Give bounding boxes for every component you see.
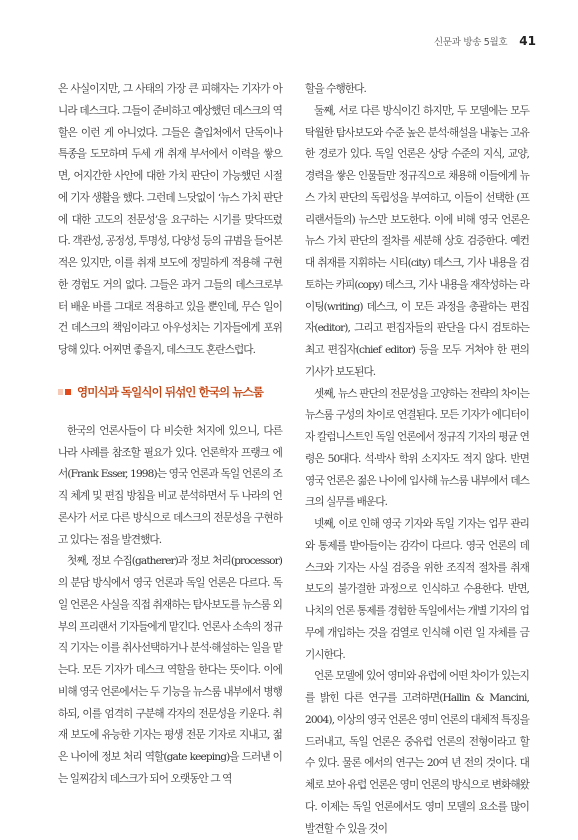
right-column: [305, 79, 529, 840]
section-title: 영미식과 독일식이 뒤섞인 한국의 뉴스룸: [77, 384, 263, 399]
page-header: [434, 34, 536, 48]
paragraph: 넷째, 이로 인해 영국 기자와 독일 기자는 업무 관리와 통제를 받아들이는 감각이 다르다. 영국 언론의 데스크와 기자는 사실 검증을 위한 조직적 절차를 취재 보도의 불가결한 과정으로 인식하고 수용한다. 반면, 나치의 언론 통제를 경험한 독일에서는 개별 기자의 업무에 개입하는 것을 검열로 인식해 이런 일 자체를 금기시한다.: [305, 518, 529, 661]
paragraph: 첫째, 정보 수집(gatherer)과 정보 처리(processor)의 분담 방식에서 영국 언론과 독일 언론은 다르다. 독일 언론은 사실을 직접 취재하는 탐사보도를 뉴스룸 외부의 프리랜서 기자들에게 맡긴다. 언론사 소속의 정규직 기자는 이를 취사선택하거나 분석·해설하는 일을 맡는다. 모든 기자가 데스크 역할을 한다는 뜻이다. 이에 비해 영국 언론에서는 두 기능을 뉴스룸 내부에서 병행하되, 이를 엄격히 구분해 각자의 전문성을 키운다. 취재 보도에 유능한 기자는 평생 전문 기자로 지내고, 젊은 나이에 정보 처리 역할(gate keeping)을 드러낸 이는 일찌감치 데스크가 되어 오랫동안 그 역: [58, 555, 282, 785]
heading-marker-icon: [58, 389, 63, 395]
heading-square-icon: [65, 389, 71, 395]
paragraph: 언론 모델에 있어 영미와 유럽에 어떤 차이가 있는지를 밝힌 다른 연구를 고려하면(Hallin & Mancini, 2004), 이상의 영국 언론은 영미 언론의 대체적 특징을 드러내고, 독일 언론은 중유럽 언론의 전형이라고 할 수 있다. 물론 에서의 연구는 20여 년 전의 것이다. 대체로 보아 유럽 언론은 영미 언론의 방식으로 변화해왔다. 이제는 독일 언론에서도 영미 모델의 요소를 많이 발견할 수 있을 것이: [305, 670, 529, 835]
section-heading: [58, 384, 282, 400]
paragraph: 할을 수행한다.: [305, 83, 366, 95]
magazine-title: 신문과 방송 5월호: [433, 37, 508, 48]
paragraph: 셋째, 뉴스 판단의 전문성을 고양하는 전략의 차이는 뉴스룸 구성의 차이로 연결된다. 모든 기자가 에디터이자 칼럼니스트인 독일 언론에서 정규직 기자의 평균 연령은 50대다. 석·박사 학위 소지자도 적지 않다. 반면 영국 언론은 젊은 나이에 입사해 뉴스룸 내부에서 데스크의 실무를 배운다.: [305, 387, 529, 509]
paragraph: 한국의 언론사들이 다 비슷한 처지에 있으니, 다른 나라 사례를 참조할 필요가 있다. 언론학자 프랭크 에서(Frank Esser, 1998)는 영국 언론과 독일 언론의 조직 체계 및 편집 방침을 비교 분석하면서 두 나라의 언론사가 서로 다른 방식으로 데스크의 전문성을 구현하고 있다는 점을 발견했다.: [58, 424, 282, 546]
paragraph: 둘째, 서로 다른 방식이긴 하지만, 두 모델에는 모두 탁월한 탐사보도와 수준 높은 분석·해설을 내놓는 고유한 경로가 있다. 독일 언론은 상당 수준의 지식, 교양, 경력을 쌓은 인물들만 정규직으로 채용해 이들에게 뉴스 가치 판단의 독립성을 부여하고, 이들이 선택한 (프리랜서들의) 뉴스만 보도한다. 이에 비해 영국 언론은 뉴스 가치 판단의 절차를 세분해 상호 검증한다. 예컨대 취재를 지휘하는 시티(city) 데스크, 기사 내용을 검토하는 카피(copy) 데스크, 기사 내용을 재작성하는 라이팅(writing) 데스크, 이 모든 과정을 총괄하는 편집자(editor), 그리고 편집자들의 판단을 다시 검토하는 최고 편집자(chief editor) 등을 모두 거쳐야 한 편의 기사가 보도된다.: [305, 104, 529, 378]
page-number: 41: [519, 34, 536, 48]
paragraph: 은 사실이지만, 그 사태의 가장 큰 피해자는 기자가 아니라 데스크다. 그들이 준비하고 예상했던 데스크의 역할은 이런 게 아니었다. 그들은 출입처에서 단독이나 특종을 도모하며 두세 개 취재 부서에서 이력을 쌓으면, 어지간한 사안에 대한 가치 판단이 가능했던 시절에 기자 생활을 했다. 그런데 느닷없이 ‘뉴스 가치 판단에 대한 고도의 전문성’을 요구하는 시기를 맞닥뜨렸다. 객관성, 공정성, 투명성, 다양성 등의 규범을 들어본 적은 있지만, 이를 취재 보도에 정밀하게 적용해 구현한 경험도 거의 없다. 그들은 과거 그들의 데스크로부터 배운 바를 그대로 적용하고 있을 뿐인데, 무슨 일이건 데스크의 책임이라고 아우성치는 기자들에게 포위당해 있다. 어찌면 좋을지, 데스크도 혼란스럽다.: [58, 83, 282, 356]
left-column: [58, 79, 282, 791]
